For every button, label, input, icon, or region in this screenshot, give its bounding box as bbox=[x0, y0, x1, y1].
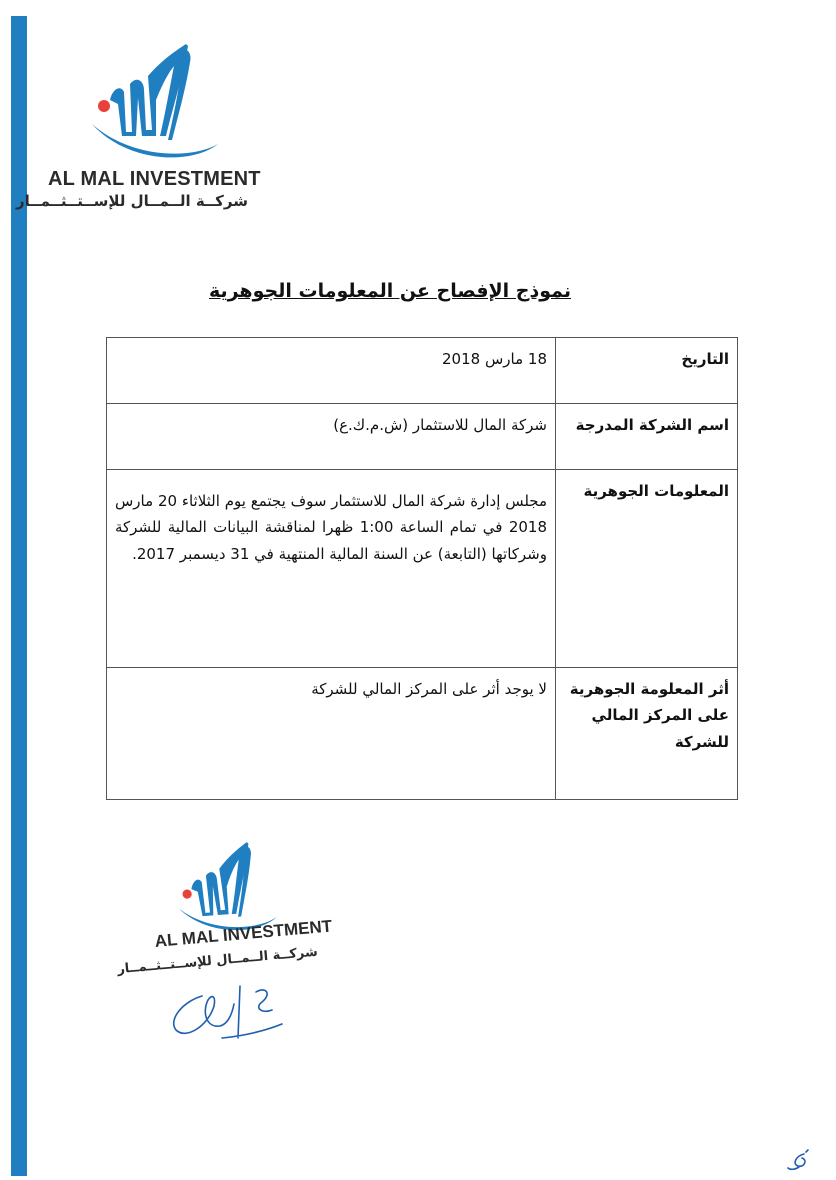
row-label: أثر المعلومة الجوهرية على المركز المالي للشركة bbox=[556, 668, 738, 800]
row-value: لا يوجد أثر على المركز المالي للشركة bbox=[107, 668, 556, 800]
row-label: اسم الشركة المدرجة bbox=[556, 404, 738, 470]
row-value: شركة المال للاستثمار (ش.م.ك.ع) bbox=[107, 404, 556, 470]
table-row bbox=[107, 404, 738, 470]
row-label: التاريخ bbox=[556, 338, 738, 404]
row-value: 18 مارس 2018 bbox=[107, 338, 556, 404]
table-row bbox=[107, 668, 738, 800]
al-mal-logo-icon bbox=[90, 40, 220, 162]
row-value: مجلس إدارة شركة المال للاستثمار سوف يجتمع يوم الثلاثاء 20 مارس 2018 في تمام الساعة 1:00 ظهرا لمناقشة البيانات المالية للشركة وشركاتها (التابعة) عن السنة المالية المنتهية في 31 ديسمبر 2017. bbox=[107, 470, 556, 668]
initials-mark-icon bbox=[786, 1148, 816, 1174]
stamp-name-ar: شركــة الــمــال للإســتــثــمــار bbox=[116, 944, 319, 978]
company-logo bbox=[16, 40, 274, 220]
table-row bbox=[107, 470, 738, 668]
table-row bbox=[107, 338, 738, 404]
page-title: نموذج الإفصاح عن المعلومات الجوهرية bbox=[208, 280, 572, 302]
row-label: المعلومات الجوهرية bbox=[556, 470, 738, 668]
disclosure-table bbox=[106, 337, 738, 800]
left-margin-bar bbox=[11, 16, 27, 1176]
logo-name-en: AL MAL INVESTMENT bbox=[48, 168, 261, 190]
logo-name-ar: شركــة الــمــال للإســتــثــمــار bbox=[16, 192, 248, 210]
handwritten-signature-icon bbox=[162, 966, 292, 1044]
company-stamp bbox=[116, 840, 348, 1040]
stamp-name-en: AL MAL INVESTMENT bbox=[154, 916, 333, 951]
